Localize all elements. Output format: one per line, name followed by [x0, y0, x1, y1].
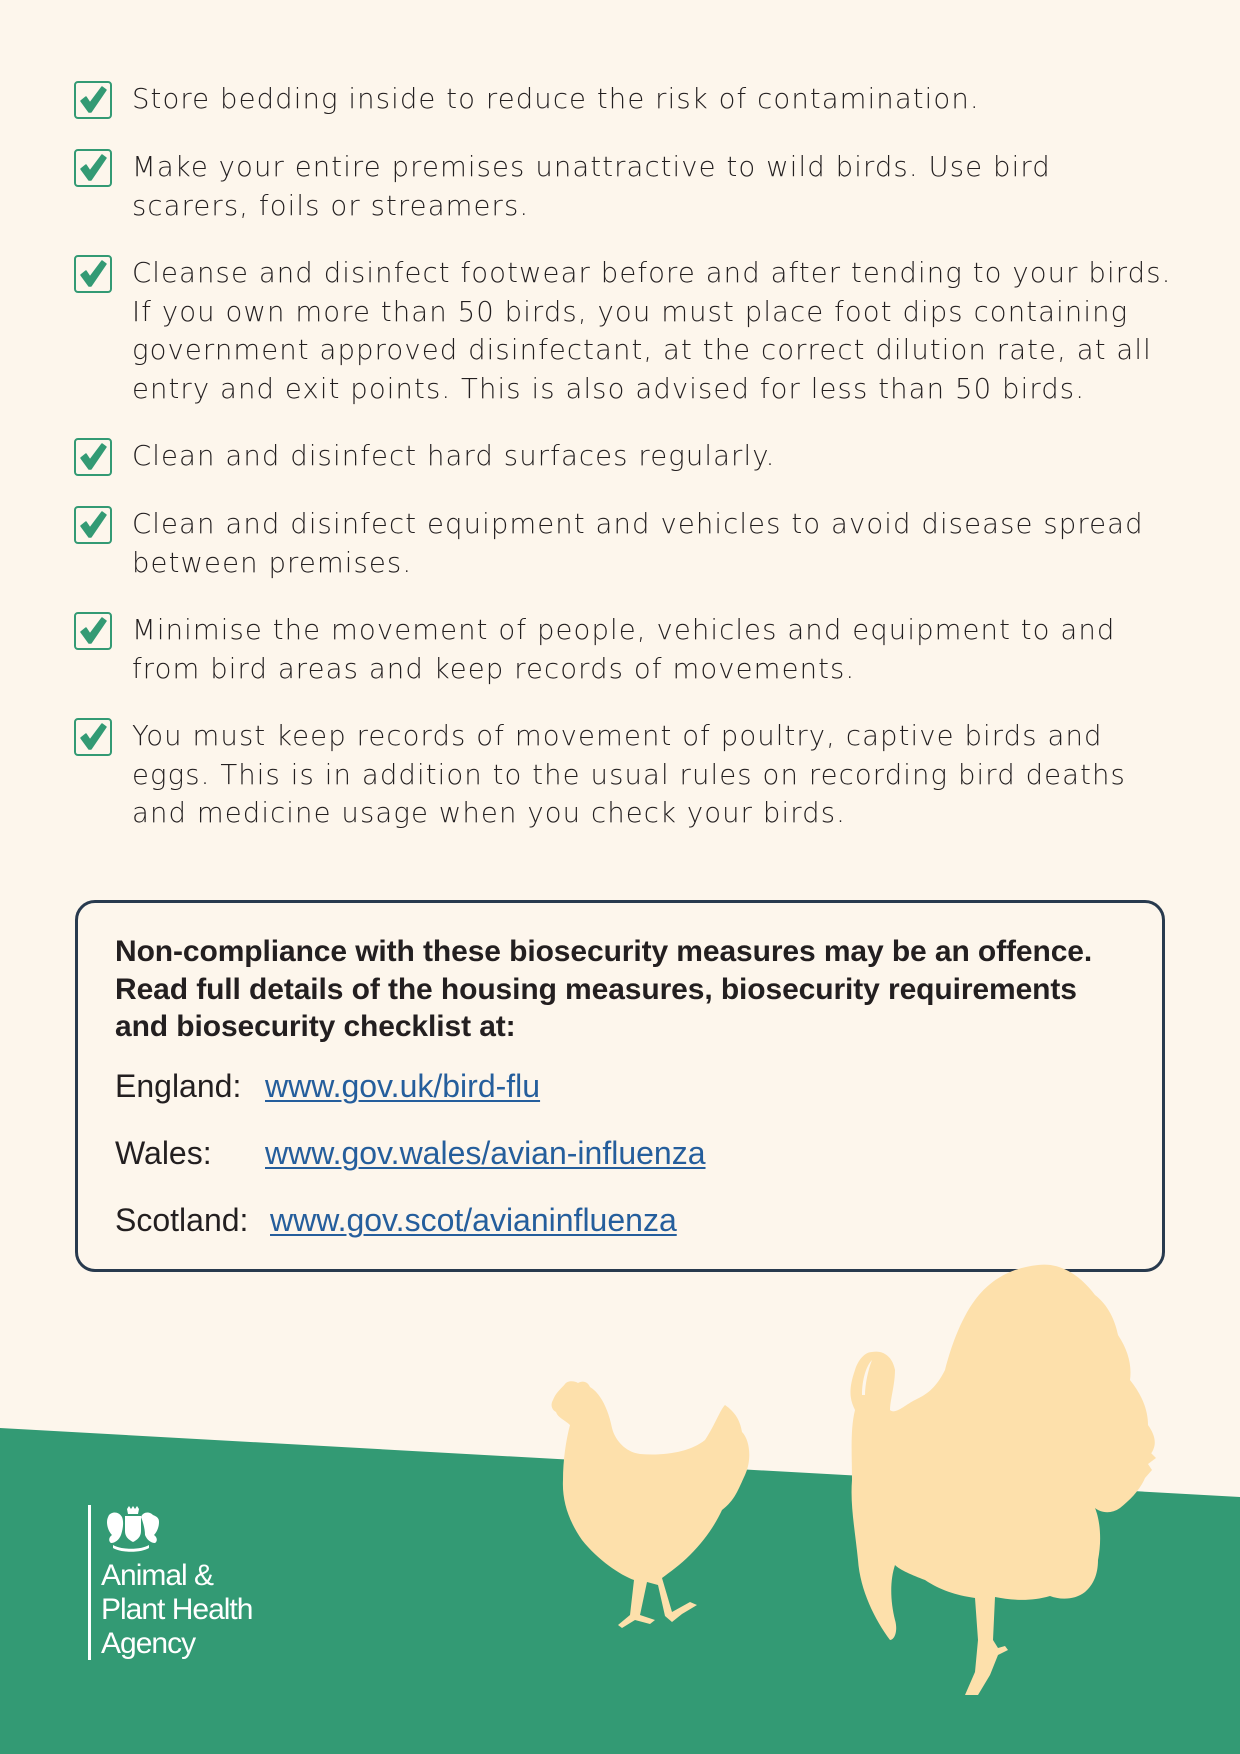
checklist-item-text: Store bedding inside to reduce the risk of contamination.: [132, 83, 980, 115]
biosecurity-checklist: [74, 80, 1174, 862]
link-scotland[interactable]: www.gov.scot/avianinfluenza: [270, 1201, 677, 1238]
checkbox-checked-icon: [74, 149, 112, 187]
checklist-item: [74, 611, 1174, 688]
link-label-scotland: Scotland:: [115, 1201, 249, 1238]
link-row-wales: [115, 1135, 1162, 1202]
compliance-notice-text: Non-compliance with these biosecurity measures may be an offence. Read full details of the housing measures, biosecurity requirements and biosecurity checklist at:: [115, 935, 1093, 1043]
checkbox-checked-icon: [74, 506, 112, 544]
checklist-item: [74, 80, 1174, 119]
checkbox-checked-icon: [74, 81, 112, 119]
link-england[interactable]: www.gov.uk/bird-flu: [265, 1067, 541, 1104]
checklist-item-text: Minimise the movement of people, vehicles and equipment to and from bird areas and keep records of movements.: [132, 614, 1116, 685]
checklist-item: [74, 717, 1174, 833]
link-label-england: England:: [115, 1067, 242, 1104]
checkbox-checked-icon: [74, 438, 112, 476]
checklist-item: [74, 437, 1174, 476]
checklist-item-text: Cleanse and disinfect footwear before and after tending to your birds. If you own more than 50 birds, you must place foot dips containing government approved disinfectant, at the correct dilution rate, at all entry and exit points. This is also advised for less than 50 birds.: [132, 257, 1172, 405]
checklist-item-text: You must keep records of movement of poultry, captive birds and eggs. This is in addition to the usual rules on recording bird deaths and medicine usage when you check your birds.: [132, 720, 1126, 829]
logo-line: Agency: [101, 1627, 196, 1660]
checkbox-checked-icon: [74, 718, 112, 756]
link-wales[interactable]: www.gov.wales/avian-influenza: [265, 1134, 706, 1171]
region-links: [115, 1068, 1162, 1269]
checklist-item: [74, 148, 1174, 225]
apha-logo: [88, 1505, 252, 1661]
checklist-item-text: Make your entire premises unattractive to wild birds. Use bird scarers, foils or streamers.: [132, 151, 1051, 222]
checklist-item-text: Clean and disinfect hard surfaces regularly.: [132, 440, 776, 472]
compliance-notice-box: [75, 900, 1165, 1272]
checklist-item-text: Clean and disinfect equipment and vehicles to avoid disease spread between premises.: [132, 508, 1144, 579]
logo-line: Plant Health: [101, 1593, 253, 1626]
link-row-scotland: [115, 1202, 1162, 1269]
checklist-item: [74, 505, 1174, 582]
checkbox-checked-icon: [74, 612, 112, 650]
link-label-wales: Wales:: [115, 1134, 212, 1171]
link-row-england: [115, 1068, 1162, 1135]
royal-coat-of-arms-icon: [101, 1505, 161, 1553]
logo-line: Animal &: [101, 1559, 214, 1592]
logo-divider: [88, 1505, 91, 1660]
checklist-item: [74, 254, 1174, 408]
checkbox-checked-icon: [74, 255, 112, 293]
